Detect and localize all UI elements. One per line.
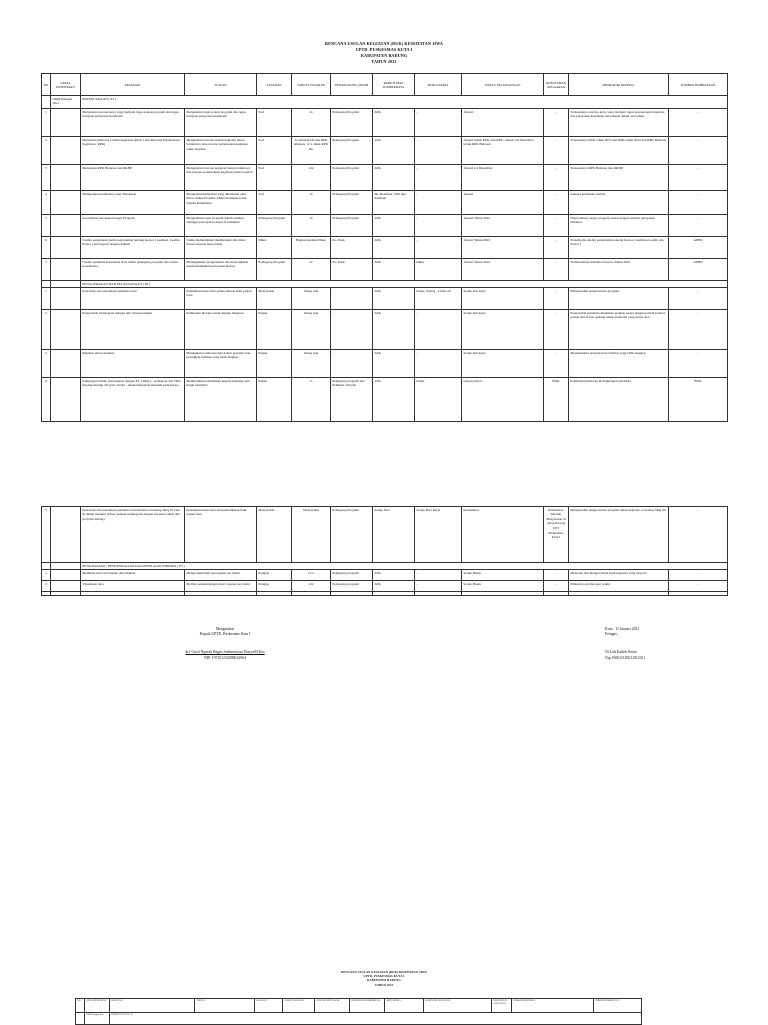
table-row: [42, 191, 728, 215]
cell-kegiatan: Pencarian dan penemuan penderita baru melalui screening SRQ 20 baik di dalam maupun di luar gedung terintegrasi dengan layanan terkait dan program terkait): [81, 507, 185, 563]
cell-empty: [51, 288, 81, 310]
cell-no: 2: [42, 310, 51, 350]
cell-target: Setiap saat: [292, 310, 331, 350]
table-header-row: [42, 74, 728, 96]
table-row: [42, 570, 728, 581]
cell-sumber: -: [669, 109, 728, 137]
cell-empty: [51, 563, 81, 570]
table-row: [42, 581, 728, 592]
col-header: UPAYA KESEHATAN: [51, 74, 81, 96]
next-col-header: PENANGGUNG JAWAB: [315, 999, 350, 1013]
col-header: TARGET SASARAN: [292, 74, 331, 96]
col-header: SASARAN: [257, 74, 292, 96]
cell-sd: Setiap Saat: [373, 507, 415, 563]
cell-sd: ATK: [373, 570, 415, 581]
cell-waktu: sesuai jadwal: [462, 378, 544, 422]
cell-empty: [51, 165, 81, 191]
table-row: [42, 288, 728, 310]
cell-kegiatan: Koordinasi pencapaian target Program: [81, 215, 185, 237]
cell-kegiatan: Pencarian dan penemuan penderita baru: [81, 288, 185, 310]
section-label: PENGAWASAN , PENGENDALIAN DAN PENILAIAN KINERJA ( P3 ): [81, 563, 728, 570]
cell-mitra: -: [415, 137, 462, 165]
table-row: [42, 259, 728, 281]
cell-no: 5: [42, 507, 51, 563]
cell-sumber: -: [669, 165, 728, 191]
cell-empty: [462, 592, 544, 596]
signature-right-line1: Kuta , 11 Januari 2021: [605, 627, 640, 631]
cell-empty: [81, 592, 185, 596]
cell-sumber: -: [669, 310, 728, 350]
cell-waktu: Januari Tahun 2022: [462, 215, 544, 237]
signature-right-nip: Nip.196011182011012011: [605, 655, 646, 660]
next-col-header: KEGIATAN: [110, 999, 195, 1013]
cell-target: 1x: [292, 109, 331, 137]
cell-mitra: Kader: [415, 378, 462, 422]
cell-kegiatan: Usulan pelatihan Kesehatan Jiwa untuk pemegang program dan dokter koordinator: [81, 259, 185, 281]
cell-anggaran: -: [544, 581, 569, 592]
next-section-row: [76, 1013, 642, 1025]
cell-empty: [51, 281, 81, 288]
cell-pj: Pemegang program dan Pembina wilayah: [331, 378, 373, 422]
cell-sd: ATK: [373, 237, 415, 259]
cell-empty: [331, 592, 373, 596]
cell-target: %: [292, 378, 331, 422]
cell-tujuan: Mengetahui target program dalam setahun sehingga pencapaian dapat di tindaklan: [185, 215, 257, 237]
col-header: KEBUTUHAN ANGGARAN: [544, 74, 569, 96]
cell-anggaran: -: [544, 310, 569, 350]
cell-indikator: Pengobatan penderita dilakukan gedung sesuai dengan jadwal kontrol pasien dan di luar gedung untuk penderita yang putus obat: [569, 310, 669, 350]
signature-left-name: dr.I Gusti Ngurah Bagus Sudiartayasa DiasyaM.Kes: [185, 650, 265, 655]
cell-sasaran: Pasien: [257, 310, 292, 350]
cell-indikator: Diperolehnya target program sesuai dengan standar pelayanan minimal: [569, 215, 669, 237]
cell-pj: Pemegang Program: [331, 507, 373, 563]
table-row: [42, 507, 728, 563]
cell-no: 3: [42, 350, 51, 378]
cell-empty: [51, 137, 81, 165]
cell-empty: [51, 215, 81, 237]
next-col-header: INDIKATOR KINERJA: [512, 999, 594, 1013]
table-row: [42, 165, 728, 191]
cell-tujuan: Mengetahui rencana usulan kegiatan tahun berikutnya dan rencana pelaksanaan kegiatan tahun berjalan: [185, 137, 257, 165]
signature-right-name: Ni Luh Kadek Artini: [605, 650, 637, 655]
cell-empty: [51, 350, 81, 378]
cell-tujuan: Mengetahui kebijakan yang ditetapkan oleh Pusat, Dikes Propinsi ,Dikes Kabupaten dan Kepala Puskesmas: [185, 191, 257, 215]
next-col-header: KEBUTUHAN ANGGARAN: [492, 999, 512, 1013]
cell-no: 1: [42, 570, 51, 581]
signature-left: [150, 627, 300, 661]
col-header: MITRA KERJA: [415, 74, 462, 96]
table-row: [42, 137, 728, 165]
cell-empty: [569, 592, 669, 596]
cell-empty: [51, 191, 81, 215]
ruk-table: [41, 73, 728, 422]
cell-sumber: -: [669, 570, 728, 581]
cell-anggaran: -: [544, 109, 569, 137]
cell-no: 5: [42, 215, 51, 237]
cell-sumber: -: [669, 581, 728, 592]
cell-empty: [51, 570, 81, 581]
cell-empty: [373, 592, 415, 596]
cell-empty: [669, 592, 728, 596]
cell-anggaran: -: [544, 350, 569, 378]
cell-pj: -: [331, 350, 373, 378]
cell-waktu: Januari: [462, 191, 544, 215]
next-page-table: [75, 998, 642, 1025]
cell-target: 12 x: [292, 570, 331, 581]
cell-pj: Pemegang Program: [331, 191, 373, 215]
cell-tujuan: Untuk memudahkan memberikan informasi Keswa kepada masyarakat: [185, 237, 257, 259]
cell-empty: [51, 310, 81, 350]
signature-left-line2: Kepala UPTD. Puskesmas Kuta I: [199, 632, 251, 637]
cell-kegiatan: Rujukan dan konsultasi: [81, 350, 185, 378]
table-row-empty: [42, 592, 728, 596]
cell-empty: [51, 237, 81, 259]
cell-sumber: -: [669, 191, 728, 215]
cell-target: 1x: [292, 215, 331, 237]
signature-left-nip: NIP. 197101232008012004: [204, 655, 246, 660]
next-col-header: NO: [76, 999, 85, 1013]
cell-mitra: -: [415, 237, 462, 259]
cell-kegiatan: Usulan pengadaan media penyuluhan tentang Keswa ( Animasi, Leaflet, Poster ) terintegrasi dengan Adinen: [81, 237, 185, 259]
cell-mitra: -: [415, 310, 462, 350]
cell-indikator: Adanya kebijakan tertulis: [569, 191, 669, 215]
signature-left-line1: Mengetahui: [215, 627, 235, 631]
cell-anggaran: -: [544, 259, 569, 281]
cell-kegiatan: Visualisasi data: [81, 581, 185, 592]
cell-target: 12x: [292, 165, 331, 191]
cell-kegiatan: Menyusun RPK Bulanan dan RKHP: [81, 165, 185, 191]
cell-sd: ATK: [373, 165, 415, 191]
cell-sumber: APBD: [669, 259, 728, 281]
cell-mitra: -: [415, 165, 462, 191]
next-program-cell: UKM Pengem Jiwa: [85, 1013, 110, 1025]
cell-anggaran: -: [544, 137, 569, 165]
cell-tujuan: Penemuan kasus baru dan pemeriksaan fisik pasien baru: [185, 507, 257, 563]
cell-anggaran: -: [544, 191, 569, 215]
cell-kegiatan: Mempelajari kebijakan yang ditetapkan: [81, 191, 185, 215]
section-row: [42, 281, 728, 288]
cell-sd: ATK: [373, 581, 415, 592]
cell-kegiatan: Pengobatan terintegrasi dengan unit layanan umum: [81, 310, 185, 350]
cell-sasaran: Masyarakat: [257, 507, 292, 563]
col-header: KEGIATAN: [81, 74, 185, 96]
cell-pj: Pemegang Program: [331, 109, 373, 137]
cell-target: Bagian Kesmas Dikes: [292, 237, 331, 259]
cell-sd: ATK: [373, 259, 415, 281]
cell-sasaran: Staf: [257, 137, 292, 165]
cell-waktu: Januari untuk RUK dan RPK, Januari s/d Desember untuk RPK Bulanan: [462, 137, 544, 165]
cell-indikator: Tersusunnya RPK Bulanan dan RKHP: [569, 165, 669, 191]
cell-empty: [42, 281, 51, 288]
next-col-header: UPAYA KESEHATAN: [85, 999, 110, 1013]
cell-tujuan: Melakukan kolaborasi dgn dokter spesialis dan kelengkap fasilitas yang lebih lengkap: [185, 350, 257, 378]
cell-no: 1: [42, 109, 51, 137]
cell-mitra: -: [415, 581, 462, 592]
table-row: [42, 310, 728, 350]
cell-no: 2: [42, 581, 51, 592]
cell-kegiatan: Menyusun Rencana Usulan Kegiatan (RUK ) dan Rencana Pelaksanaan Kegiatan ( RPK): [81, 137, 185, 165]
cell-waktu: Januari Tahun 2022: [462, 259, 544, 281]
cell-waktu: Setiap hari kerja: [462, 350, 544, 378]
cell-no: 2: [42, 137, 51, 165]
cell-pj: Pemegang Program: [331, 215, 373, 237]
cell-waktu: Setiap hari kerja: [462, 288, 544, 310]
cell-empty: [185, 592, 257, 596]
cell-target: 12x: [292, 581, 331, 592]
doc-title: RENCANA USULAN KEGIATAN (RUK) KESEHATAN JIWA: [325, 41, 443, 46]
cell-pj: Pemegang program: [331, 581, 373, 592]
cell-sasaran: Staf: [257, 165, 292, 191]
cell-pj: Pemegang Program: [331, 165, 373, 191]
cell-sasaran: Pasien: [257, 378, 292, 422]
cell-anggaran: -: [544, 165, 569, 191]
cell-empty: [51, 378, 81, 422]
cell-empty: [292, 592, 331, 596]
cell-mitra: -: [415, 109, 462, 137]
cell-indikator: Mencatat dan mengevaluasi hasil kegiatan yang terpacat: [569, 570, 669, 581]
cell-no: 7: [42, 259, 51, 281]
next-col-header: TUJUAN: [195, 999, 255, 1013]
cell-waktu: Januari: [462, 109, 544, 137]
cell-pj: Ka. Pusk: [331, 259, 373, 281]
cell-pj: Pemegang program: [331, 570, 373, 581]
doc-subtitle-1: UPTD. PUSKESMAS KUTA I: [355, 47, 413, 52]
next-page-header: [0, 970, 768, 987]
cell-tujuan: Melihat perkembangan hasil capaian per bulan: [185, 581, 257, 592]
next-col-header: WAKTU PELAKSANAAN: [424, 999, 492, 1013]
col-header: KEBUTUHAN SUMBERDAYA: [373, 74, 415, 96]
cell-mitra: -: [415, 570, 462, 581]
cell-sasaran: Staf: [257, 109, 292, 137]
cell-sasaran: Pemegang Program: [257, 259, 292, 281]
next-col-header: SUMBER PEMBIAYAAN: [594, 999, 642, 1013]
cell-sasaran: Petugas: [257, 581, 292, 592]
cell-sumber: -: [669, 288, 728, 310]
cell-tujuan: Melaporkan hasil pencapaian per bulan: [185, 570, 257, 581]
cell-empty: [42, 563, 51, 570]
cell-empty: [51, 507, 81, 563]
section-p1: PERENCANAAN ( P1 ): [81, 96, 728, 109]
cell-pj: -: [331, 310, 373, 350]
cell-sumber: -: [669, 507, 728, 563]
cell-sumber: -: [669, 215, 728, 237]
next-doc-title: RENCANA USULAN KEGIATAN (RUK) KESEHATAN JIWA: [341, 970, 427, 974]
cell-sd: ATK: [373, 109, 415, 137]
cell-waktu: Residential: [462, 507, 544, 563]
cell-sd: ATK: [373, 288, 415, 310]
section-row: [42, 563, 728, 570]
next-doc-subtitle-1: UPTD. PUSKESMAS KUTA I: [363, 974, 405, 979]
cell-target: Setiap saat: [292, 288, 331, 310]
cell-anggaran: -: [544, 215, 569, 237]
cell-target: Setiap saat: [292, 350, 331, 378]
cell-tujuan: Penemuan kasus baru pemer eksaan fisik pasien baru: [185, 288, 257, 310]
next-doc-year: TAHUN 2022: [374, 982, 394, 987]
cell-sumber: -: [669, 350, 728, 378]
cell-tujuan: Pemberian therapi sesuai dengan diagnosa: [185, 310, 257, 350]
cell-anggaran: Puskesmas, Sekolah, Masyarakat di wilayah kerja UPT Puskesmas Kuta I: [544, 507, 569, 563]
cell-indikator: Tersusunnya RUK tahun 2023 dan RPK tahun 2022 dan RPK Bulanan: [569, 137, 669, 165]
next-col-header: SASARAN: [255, 999, 283, 1013]
table-row: [42, 350, 728, 378]
cell-tujuan: Memberikan pemahaman kepada keluarga dan tingkt penderita: [185, 378, 257, 422]
cell-empty: [544, 592, 569, 596]
cell-indikator: Bekerjasama dengan lintas program untuk kegiatan screening SRQ 20: [569, 507, 669, 563]
col-header: INDIKATOR KINERJA: [569, 74, 669, 96]
cell-target: 1x: [292, 191, 331, 215]
cell-pj: Ka. Pusk: [331, 237, 373, 259]
cell-pj: -: [331, 288, 373, 310]
doc-subtitle-2: KABUPATEN BADUNG: [360, 53, 408, 58]
cell-waktu: Januari s/d Desember: [462, 165, 544, 191]
doc-year: TAHUN 2022: [371, 59, 397, 64]
cell-no: 1: [42, 288, 51, 310]
cell-mitra: -: [415, 191, 462, 215]
cell-anggaran: BOK: [544, 378, 569, 422]
section-row: [42, 96, 728, 109]
cell-empty: [415, 592, 462, 596]
cell-waktu: Setiap Bulan: [462, 570, 544, 581]
cell-sasaran: Dikes: [257, 237, 292, 259]
table-row: [42, 237, 728, 259]
cell-tujuan: Mengetahui tugas pokok program dan tugas integrasi pelayanan kesehatan: [185, 109, 257, 137]
cell-indikator: Bekerjasama dengan lintas program: [569, 288, 669, 310]
next-col-header: KEBUTUHAN SUMBERDAYA: [350, 999, 385, 1013]
cell-tujuan: Mengetahui rencana kegiatan bulan berikutnya dan rencana pelaksanaan kegiatan bulan berjalan: [185, 165, 257, 191]
cell-sd: ATK: [373, 378, 415, 422]
next-col-header: MITRA KERJA: [385, 999, 424, 1013]
document-header: [0, 41, 768, 65]
cell-sd: ATK: [373, 350, 415, 378]
table-row: [42, 215, 728, 237]
cell-empty: [51, 592, 81, 596]
program-cell: UKM Pengem Jiwa: [51, 96, 81, 109]
cell-waktu: Setiap Bulan: [462, 581, 544, 592]
cell-anggaran: -: [544, 570, 569, 581]
cell-empty: [257, 592, 292, 596]
signature-right: [605, 627, 725, 661]
cell-sd: ATK: [373, 137, 415, 165]
cell-target: 1x: [292, 259, 331, 281]
cell-sumber: -: [669, 137, 728, 165]
cell-target: Masyarakat: [292, 507, 331, 563]
cell-sd: SK,Pedoman, SOP dan Panduan: [373, 191, 415, 215]
cell-mitra: Setiap Hari Kerja: [415, 507, 462, 563]
cell-sumber: BOK: [669, 378, 728, 422]
table-row: [42, 109, 728, 137]
cell-indikator: Mendapatkan pelayanan ke fasilitas yang lebih lengkap: [569, 350, 669, 378]
cell-sumber: APBD: [669, 237, 728, 259]
cell-kegiatan: Menyusun rencana kerja yang meliputi tugas pokok program dan tugas integrasi pelayanan kesehatan: [81, 109, 185, 137]
cell-no: 4: [42, 191, 51, 215]
cell-empty: [51, 109, 81, 137]
col-header: WAKTU PELAKSANAAN: [462, 74, 544, 96]
cell-sasaran: Pemegang Program: [257, 215, 292, 237]
table-row: [42, 378, 728, 422]
cell-no: 6: [42, 237, 51, 259]
cell-empty: [42, 592, 51, 596]
cell-no: 4: [42, 378, 51, 422]
cell-no: 3: [42, 165, 51, 191]
signature-right-line2: Petugas ,: [605, 632, 619, 637]
col-header: NO: [42, 74, 51, 96]
cell-empty: [51, 581, 81, 592]
cell-empty: [51, 259, 81, 281]
next-col-header: TARGET SASARAN: [283, 999, 315, 1013]
cell-sd: ATK: [373, 310, 415, 350]
cell-waktu: Januari Tahun 2022: [462, 237, 544, 259]
cell-sasaran: Petugas: [257, 570, 292, 581]
col-header: SUMBER PEMBIAYAAN: [669, 74, 728, 96]
cell-sd: ATK: [373, 215, 415, 237]
section-label: PENGGERAKAN DAN PELAKSANAAN ( P2 ): [81, 281, 728, 288]
cell-anggaran: -: [544, 237, 569, 259]
next-doc-subtitle-2: KABUPATEN BADUNG: [367, 978, 401, 983]
cell-indikator: Dibuatnya grafik tepat waktu: [569, 581, 669, 592]
col-header: PENANGGUNG JAWAB: [331, 74, 373, 96]
col-header: TUJUAN: [185, 74, 257, 96]
cell-kegiatan: Kunjungan rumah (terintegrasi dengan PI , lainnya , pedisanan dan TKK masing-masing wilayah, darbes , untuk mengatasi masalah pada keswa: [81, 378, 185, 422]
cell-mitra: -: [415, 215, 462, 237]
cell-tujuan: Meningkatkan pengetahuan dan keterampilan dalam melakukan pelayanan Keswa: [185, 259, 257, 281]
cell-mitra: Dikes: [415, 259, 462, 281]
cell-indikator: Tersedianya media penyuluhan tentang Keswa ( Animasi,Leaflet dan Poster ): [569, 237, 669, 259]
cell-mitra: Kader, Kaling , Lintas sft: [415, 288, 462, 310]
cell-sasaran: Masyarakat: [257, 288, 292, 310]
next-table-header-row: [76, 999, 642, 1013]
cell-anggaran: -: [544, 288, 569, 310]
cell-indikator: Pembinaan keluarga & lingkungan penderita: [569, 378, 669, 422]
cell-waktu: Setiap hari kerja: [462, 310, 544, 350]
ruk-table-continued: [41, 506, 728, 596]
cell-sasaran: Staf: [257, 191, 292, 215]
cell-kegiatan: Membuat laporan bulanan dan tahunan: [81, 570, 185, 581]
cell-sasaran: Pasien: [257, 350, 292, 378]
cell-pj: Pemegang Program: [331, 137, 373, 165]
cell-indikator: Tersusunnya rencana kerja yang meliputi tugas pokok,tugas integrasi, dan pelayanan kesehatan perorangan dalam satu tahun: [569, 109, 669, 137]
cell-target: 1x untuk RUK dan RPK tahunan, 12 x untuk RPK bln: [292, 137, 331, 165]
cell-mitra: -: [415, 350, 462, 378]
next-section-p1: PERENCANAAN ( P1 ): [110, 1013, 642, 1025]
cell-indikator: Terlaksananya Pelatihan Keswa Tahun 2022: [569, 259, 669, 281]
